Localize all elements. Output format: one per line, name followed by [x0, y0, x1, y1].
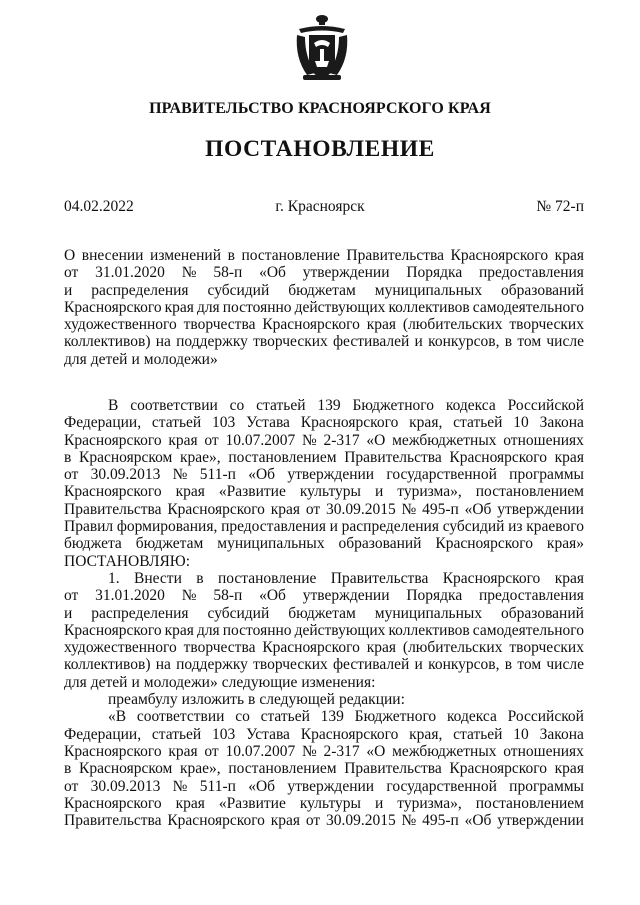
body-line: художественного творчества Красноярского края (любительских творческих [64, 639, 584, 657]
body-line: в Красноярском крае», постановлением Правительства Красноярского края [64, 448, 584, 466]
heading-line: художественного творчества Красноярского края (любительских творческих [64, 316, 584, 334]
document-number: № 72-п [536, 198, 584, 215]
body-line: от 31.01.2020 № 58-п «Об утверждении Порядка предоставления [64, 587, 584, 605]
body-line: Правительства Красноярского края от 30.09.2015 № 495-п «Об утверждении [64, 812, 584, 830]
body-line: бюджета бюджетам муниципальных образований Красноярского края» [64, 535, 584, 553]
body-line: В соответствии со статьей 139 Бюджетного кодекса Российской [108, 397, 584, 414]
body-line: для детей и молодежи» следующие изменения: [64, 673, 376, 691]
document-title: ПОСТАНОВЛЕНИЕ [205, 136, 435, 162]
document-heading [64, 247, 584, 368]
heading-line: от 31.01.2020 № 58-п «Об утверждении Порядка предоставления [64, 264, 584, 282]
body-line: Федерации, статьей 103 Устава Красноярского края, статьей 10 Закона [64, 414, 584, 432]
heading-line: и распределения субсидий бюджетам муниципальных образований [64, 281, 584, 299]
body-line: и распределения субсидий бюджетам муниципальных образований [64, 604, 584, 622]
document-date: 04.02.2022 [64, 198, 134, 215]
body-line: преамбулу изложить в следующей редакции: [108, 691, 405, 709]
body-line: Красноярского края от 10.07.2007 № 2-317 «О межбюджетных отношениях [64, 742, 584, 760]
document-body [64, 397, 584, 829]
body-line: Правил формирования, предоставления и распределения субсидий из краевого [64, 518, 584, 536]
coat-of-arms-emblem-icon [293, 13, 351, 83]
body-line: Красноярского края от 10.07.2007 № 2-317 «О межбюджетных отношениях [64, 431, 584, 449]
body-line: от 30.09.2013 № 511-п «Об утверждении государственной программы [64, 777, 584, 795]
body-line: Правительства Красноярского края от 30.09.2015 № 495-п «Об утверждении [64, 500, 584, 518]
body-line: Красноярского края «Развитие культуры и туризма», постановлением [64, 483, 584, 501]
body-line: Красноярского края для постоянно действующих коллективов самодеятельного [64, 621, 584, 639]
body-line: в Красноярском крае», постановлением Правительства Красноярского края [64, 760, 584, 778]
body-line: от 30.09.2013 № 511-п «Об утверждении государственной программы [64, 466, 584, 484]
heading-line: для детей и молодежи» [64, 350, 218, 368]
body-line: «В соответствии со статьей 139 Бюджетного кодекса Российской [108, 708, 584, 726]
body-line: Федерации, статьей 103 Устава Красноярского края, статьей 10 Закона [64, 725, 584, 743]
document-city: г. Красноярск [275, 198, 365, 215]
heading-line: О внесении изменений в постановление Правительства Красноярского края [64, 247, 584, 264]
body-line: Красноярского края «Развитие культуры и туризма», постановлением [64, 794, 584, 812]
body-line: 1. Внести в постановление Правительства Красноярского края [108, 569, 584, 587]
government-name: ПРАВИТЕЛЬСТВО КРАСНОЯРСКОГО КРАЯ [149, 100, 491, 117]
body-line: коллективов) на поддержку творческих фестивалей и конкурсов, в том числе [64, 656, 584, 674]
heading-line: Красноярского края для постоянно действующих коллективов самодеятельного [64, 298, 584, 316]
heading-line: коллективов) на поддержку творческих фестивалей и конкурсов, в том числе [64, 333, 584, 351]
body-line: ПОСТАНОВЛЯЮ: [64, 552, 191, 570]
